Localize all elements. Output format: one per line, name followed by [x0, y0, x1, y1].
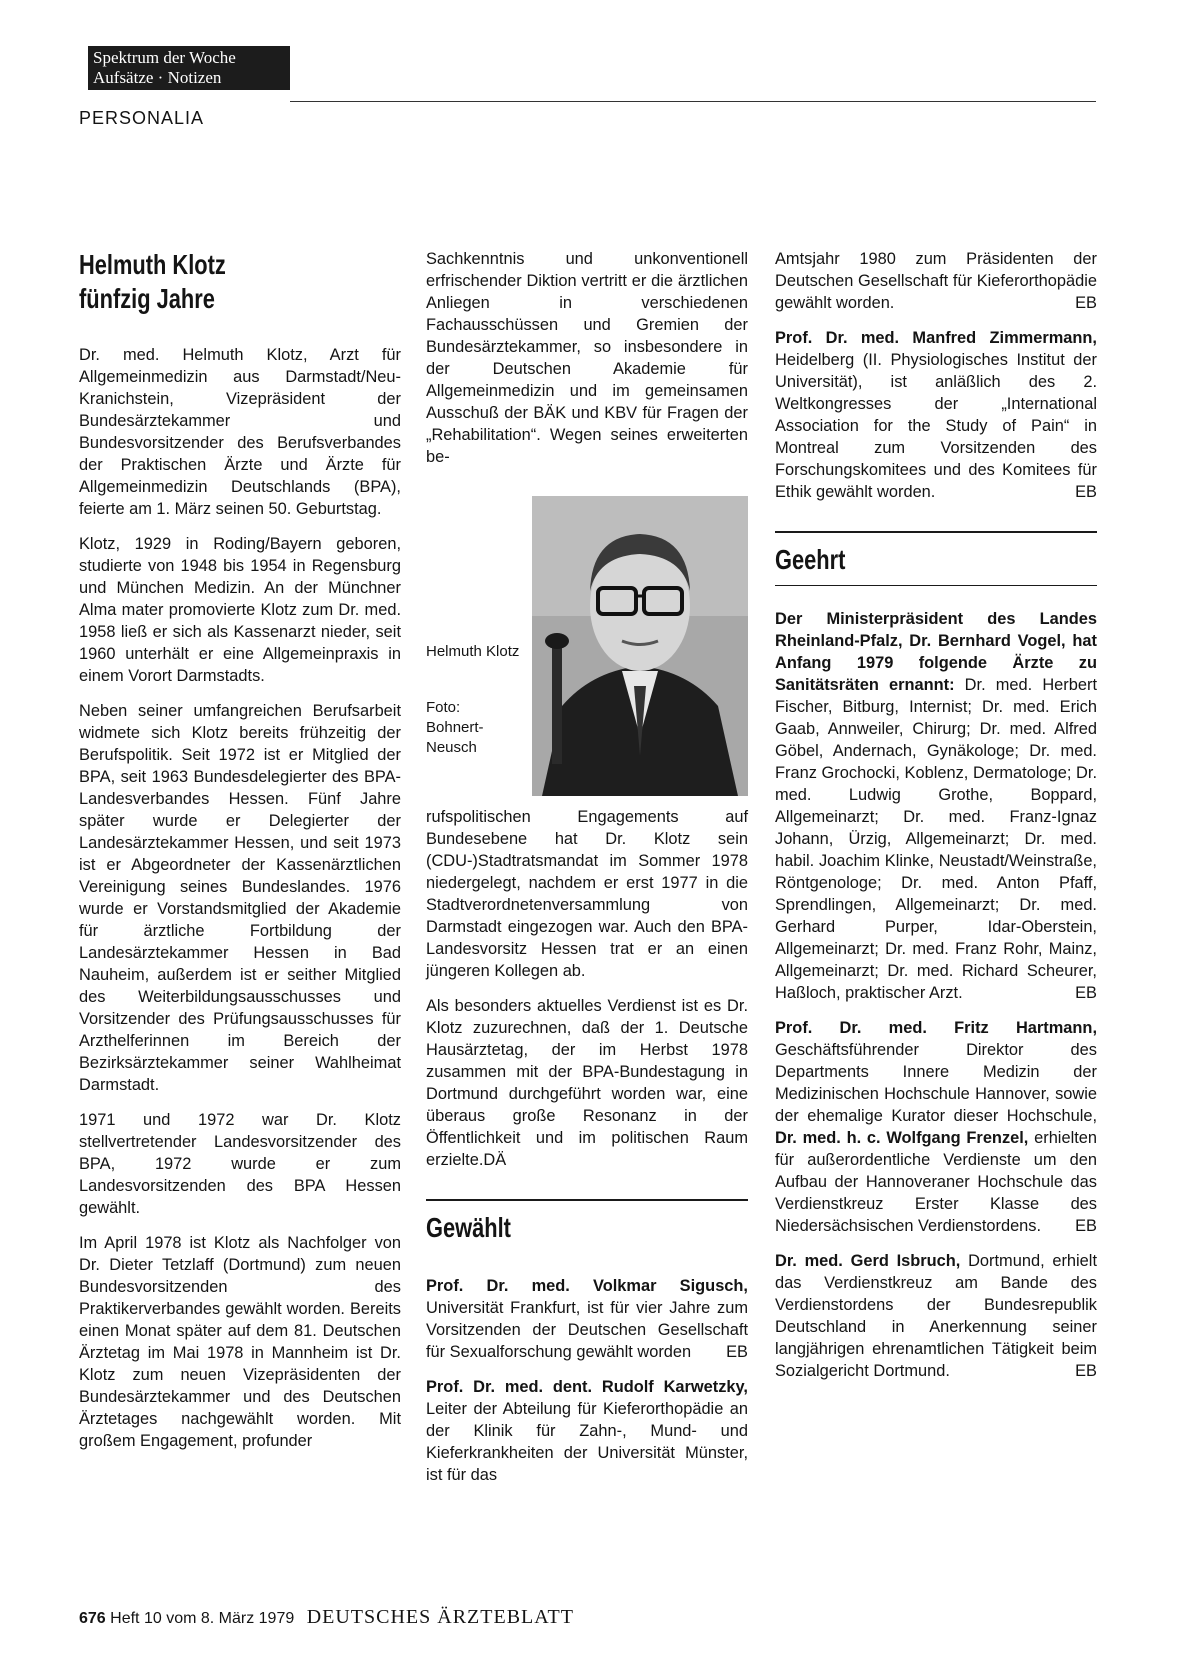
section-rule: [775, 531, 1097, 533]
person-name: Prof. Dr. med. Manfred Zimmermann,: [775, 329, 1097, 347]
section-rule-thin: [775, 585, 1097, 586]
section-label: PERSONALIA: [79, 108, 205, 128]
section-title-geehrt: Geehrt: [775, 544, 846, 575]
signature: EB: [726, 1343, 748, 1361]
notice-entry: [775, 1017, 1097, 1237]
article-paragraph: 1971 und 1972 war Dr. Klotz stellvertretender Landesvorsitzender des BPA, 1972 wurde er zum Landesvorsitzenden des BPA Hessen gewählt.: [79, 1111, 401, 1217]
person-name: Dr. med. h. c. Wolfgang Frenzel,: [775, 1129, 1029, 1147]
notice-text: Geschäftsführender Direktor des Departments Innere Medizin der Medizinischen Hochschule Hannover, sowie der ehemalige Kurator dieser Hochschule,: [775, 1041, 1097, 1125]
article-paragraph: Sachkenntnis und unkonventionell erfrischender Diktion vertritt er die ärztlichen Anliegen in verschiedenen Fachausschüssen und Gremien der Bundesärztekammer, so insbesondere in der Deutschen Akademie für Allgemeinmedizin und im gemeinsamen Ausschuß der BÄK und KBV für Fragen der „Rehabilitation“. Wegen seines erweiterten be-: [426, 250, 748, 466]
column-2-top: [426, 248, 748, 468]
notice-entry: [426, 1275, 748, 1363]
notice-text: Universität Frankfurt, ist für vier Jahre zum Vorsitzenden der Deutschen Gesellschaft für Sexualforschung gewählt worden: [426, 1299, 748, 1361]
column-2-bottom: [426, 806, 748, 1486]
signature: DÄ: [483, 1151, 507, 1169]
header-line-1: Spektrum der Woche: [93, 48, 236, 67]
section-rule: [426, 1199, 748, 1201]
notice-entry: [775, 248, 1097, 314]
page-number: 676: [79, 1610, 106, 1627]
header-rule: [290, 101, 1096, 102]
notice-entry: [775, 608, 1097, 1004]
notice-entry: [775, 1250, 1097, 1382]
person-name: Prof. Dr. med. Volkmar Sigusch,: [426, 1277, 748, 1295]
notice-text: Leiter der Abteilung für Kieferorthopädie an der Klinik für Zahn-, Mund- und Kieferkrankheiten der Universität Münster, ist für das: [426, 1400, 748, 1484]
article-paragraph: [426, 995, 748, 1171]
article-paragraph: Im April 1978 ist Klotz als Nachfolger von Dr. Dieter Tetzlaff (Dortmund) zum neuen Bundesvorsitzenden des Praktikerverbandes gewählt worden. Bereits einen Monat später auf dem 81. Deutschen Ärztetag im Mai 1978 in Mannheim ist Dr. Klotz zum neuen Vizepräsidenten der Bundesärztekammer und des Deutschen Ärztetages nachgewählt worden. Mit großem Engagement, profunder: [79, 1234, 401, 1450]
article-paragraph: Dr. med. Helmuth Klotz, Arzt für Allgemeinmedizin aus Darmstadt/Neu-Kranichstein, Vizepräsident der Bundesärztekammer und Bundesvorsitzender des Berufsverbandes der Praktischen Ärzte und Ärzte für Allgemeinmedizin Deutschlands (BPA), feierte am 1. März seinen 50. Geburtstag.: [79, 346, 401, 518]
article-paragraph: rufspolitischen Engagements auf Bundesebene hat Dr. Klotz sein (CDU-)Stadtratsmandat im Sommer 1978 niedergelegt, nachdem er erst 1977 in die Stadtverordnetenversammlung von Darmstadt eingezogen war. Auch den BPA-Landesvorsitz Hessen trat er an einen jüngeren Kollegen ab.: [426, 808, 748, 980]
notice-lead: Der Ministerpräsident des Landes Rheinland-Pfalz, Dr. Bernhard Vogel, hat Anfang 1979 folgende Ärzte zu Sanitätsräten ernannt:: [775, 610, 1097, 694]
column-1: [79, 248, 401, 1452]
article-paragraph: Neben seiner umfangreichen Berufsarbeit widmete sich Klotz bereits frühzeitig der Berufspolitik. Seit 1972 ist er Mitglied der BPA, seit 1963 Bundesdelegierter des BPA-Landesverbandes Hessen. Fünf Jahre später wurde er Delegierter der Landesärztekammer Hessen, und seit 1973 ist er Abgeordneter der Kassenärztlichen Vereinigung seines Bundeslandes. 1976 wurde er Vorstandsmitglied der Akademie für ärztliche Fortbildung der Landesärztekammer Hessen in Bad Nauheim, außerdem ist er seither Mitglied des Weiterbildungsausschusses und Vorsitzender des Prüfungsausschusses für Arzthelferinnen im Bereich der Bezirksärztekammer seiner Wahlheimat Darmstadt.: [79, 702, 401, 1094]
portrait-photo: [532, 496, 748, 796]
publication-name: DEUTSCHES ÄRZTEBLATT: [306, 1606, 574, 1628]
notice-text: Dortmund, erhielt das Verdienstkreuz am Bande des Verdienstordens der Bundesrepublik Deutschland in Anerkennung seiner langjährigen ehrenamtlichen Tätigkeit beim Sozialgericht Dortmund.: [775, 1252, 1097, 1380]
section-header-box: [88, 46, 290, 90]
notice-text: Heidelberg (II. Physiologisches Institut der Universität), ist anläßlich des 2. Weltkongresses der „International Association for the Study of Pain“ in Montreal zum Vorsitzenden des Forschungskomitees und des Komitees für Ethik gewählt worden.: [775, 351, 1097, 501]
person-name: Prof. Dr. med. Fritz Hartmann,: [775, 1019, 1097, 1037]
signature: EB: [1075, 1362, 1097, 1380]
signature: EB: [1075, 483, 1097, 501]
article-paragraph: Klotz, 1929 in Roding/Bayern geboren, studierte von 1948 bis 1954 in Regensburg und München Medizin. An der Münchner Alma mater promovierte Klotz zum Dr. med. 1958 ließ er sich als Kassenarzt nieder, seit 1960 unterhält er eine Allgemeinpraxis in einem Vorort Darmstadts.: [79, 535, 401, 685]
page-footer: [79, 1606, 574, 1629]
photo-caption-credit: Foto: Bohnert-Neusch: [426, 699, 484, 756]
signature: EB: [1075, 984, 1097, 1002]
person-name: Prof. Dr. med. dent. Rudolf Karwetzky,: [426, 1378, 748, 1396]
notice-text: Amtsjahr 1980 zum Präsidenten der Deutschen Gesellschaft für Kieferorthopädie gewählt worden.: [775, 250, 1097, 312]
signature: EB: [1075, 1217, 1097, 1235]
article-paragraph-text: Als besonders aktuelles Verdienst ist es Dr. Klotz zuzurechnen, daß der 1. Deutsche Hausärztetag, der im Herbst 1978 zusammen mit der BPA-Bundestagung in Dortmund durchgeführt worden war, eine überaus große Resonanz in der Öffentlichkeit und im politischen Raum erzielte.: [426, 997, 748, 1169]
photo-caption-name: Helmuth Klotz: [426, 643, 520, 660]
notice-entry: [775, 327, 1097, 503]
portrait-illustration: [532, 496, 748, 796]
notice-text: Dr. med. Herbert Fischer, Bitburg, Internist; Dr. med. Erich Gaab, Annweiler, Chirurg; Dr. med. Alfred Göbel, Andernach, Gynäkologe; Dr. med. Franz Grochocki, Koblenz, Dermatologe; Dr. med. Ludwig Grothe, Boppard, Allgemeinarzt; Dr. med. Franz-Ignaz Johann, Ürzig, Allgemeinarzt; Dr. med. habil. Joachim Klinke, Neustadt/Weinstraße, Röntgenologe; Dr. med. Anton Pfaff, Sprendlingen, Allgemeinarzt; Dr. med. Gerhard Purper, Idar-Oberstein, Allgemeinarzt; Dr. med. Franz Rohr, Mainz, Allgemeinarzt; Dr. med. Richard Scheurer, Haßloch, praktischer Arzt.: [775, 676, 1097, 1002]
article-title-line-1: Helmuth Klotz: [79, 249, 226, 280]
person-name: Dr. med. Gerd Isbruch,: [775, 1252, 961, 1270]
column-3: [775, 248, 1097, 1382]
notice-text: erhielten für außerordentliche Verdienste um den Aufbau der Hannoveraner Hochschule das Verdienstkreuz Erster Klasse des Niedersächsischen Verdienstordens.: [775, 1129, 1097, 1235]
article-title-line-2: fünfzig Jahre: [79, 283, 215, 314]
issue-info: Heft 10 vom 8. März 1979: [110, 1610, 295, 1627]
signature: EB: [1075, 294, 1097, 312]
header-line-2: Aufsätze · Notizen: [93, 68, 222, 87]
section-title-gewaehlt: Gewählt: [426, 1212, 511, 1243]
notice-entry: [426, 1376, 748, 1486]
